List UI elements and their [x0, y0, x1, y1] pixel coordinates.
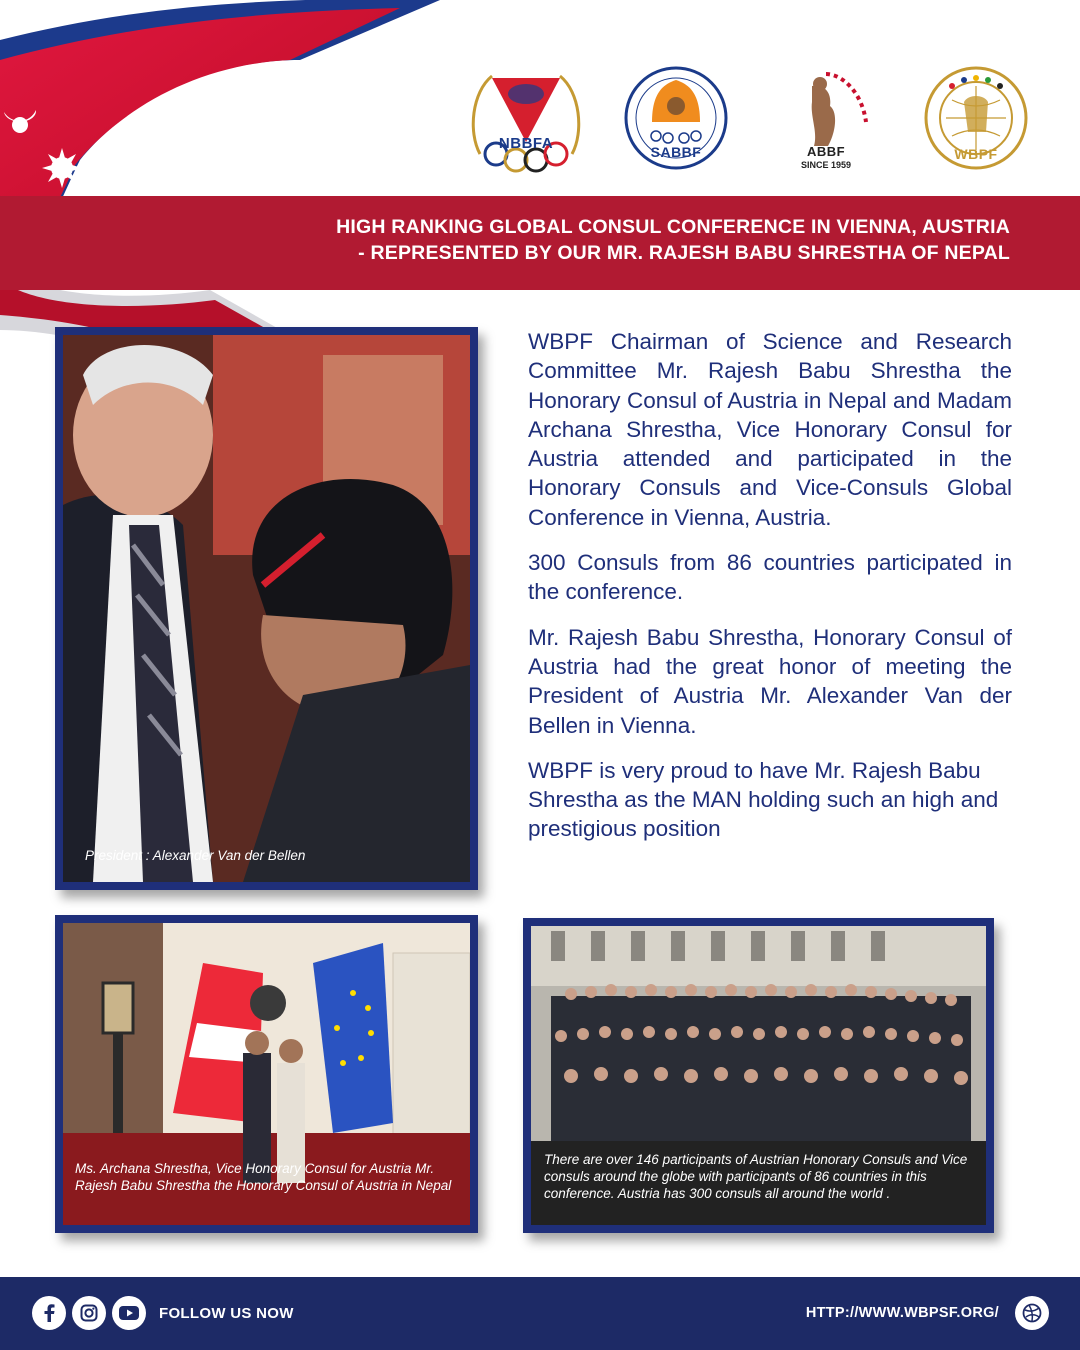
sabbf-logo-text: SABBF: [650, 144, 702, 160]
nbbfa-logo-text: NBBFA: [498, 134, 554, 152]
abbf-logo: [762, 62, 890, 180]
youtube-icon[interactable]: [112, 1296, 146, 1330]
president-photo: [63, 335, 470, 882]
instagram-icon[interactable]: [72, 1296, 106, 1330]
article-paragraph-3: Mr. Rajesh Babu Shrestha, Honorary Consul of Austria had the great honor of meeting the President of Austria Mr. Alexander Van der Bellen in Vienna.: [528, 624, 1012, 738]
group-photo: [531, 926, 986, 1225]
facebook-icon[interactable]: [32, 1296, 66, 1330]
nbbfa-logo: [462, 62, 590, 180]
globe-icon[interactable]: [1015, 1296, 1049, 1330]
left-photo-caption: Ms. Archana Shrestha, Vice Honorary Consul for Austria Mr. Rajesh Babu Shrestha the Honorary Consul of Austria in Nepal: [75, 1161, 452, 1193]
website-link[interactable]: HTTP://WWW.WBPSF.ORG/: [805, 1305, 999, 1321]
main-photo-caption: President : Alexander Van der Bellen: [85, 848, 306, 863]
bottom-right-photo-frame: [523, 918, 994, 1233]
abbf-since-text: SINCE 1959: [800, 160, 852, 170]
wbpf-logo: [912, 62, 1040, 180]
abbf-logo-text: ABBF: [806, 143, 846, 159]
partner-logos: [462, 62, 1040, 180]
right-photo-caption: There are over 146 participants of Austrian Honorary Consuls and Vice consuls around the globe with participants of 86 countries in this conference. Austria has 300 consuls all around the world .: [544, 1152, 968, 1201]
wbpf-logo-text: WBPF: [954, 146, 998, 162]
main-photo-frame: [55, 327, 478, 890]
page-title-line-1: HIGH RANKING GLOBAL CONSUL CONFERENCE IN VIENNA, AUSTRIA: [336, 216, 1010, 238]
page-title-line-2: - REPRESENTED BY OUR MR. RAJESH BABU SHRESTHA OF NEPAL: [358, 242, 1010, 264]
follow-us-label: FOLLOW US NOW: [159, 1305, 294, 1322]
article-paragraph-1: WBPF Chairman of Science and Research Committee Mr. Rajesh Babu Shrestha the Honorary Consul of Austria in Nepal and Madam Archana Shrestha, Vice Honorary Consul for Austria attended and participated in the Honorary Consuls and Vice-Consuls Global Conference in Vienna, Austria.: [528, 329, 1012, 530]
article-body: [528, 327, 1012, 860]
article-paragraph-4: WBPF is very proud to have Mr. Rajesh Babu Shrestha as the MAN holding such an high and prestigious position: [528, 757, 999, 842]
consul-couple-photo: [63, 923, 470, 1225]
bottom-left-photo-frame: [55, 915, 478, 1233]
sabbf-logo: [612, 62, 740, 180]
page-title: [336, 214, 1010, 266]
article-paragraph-2: 300 Consuls from 86 countries participated in the conference.: [528, 550, 1012, 605]
